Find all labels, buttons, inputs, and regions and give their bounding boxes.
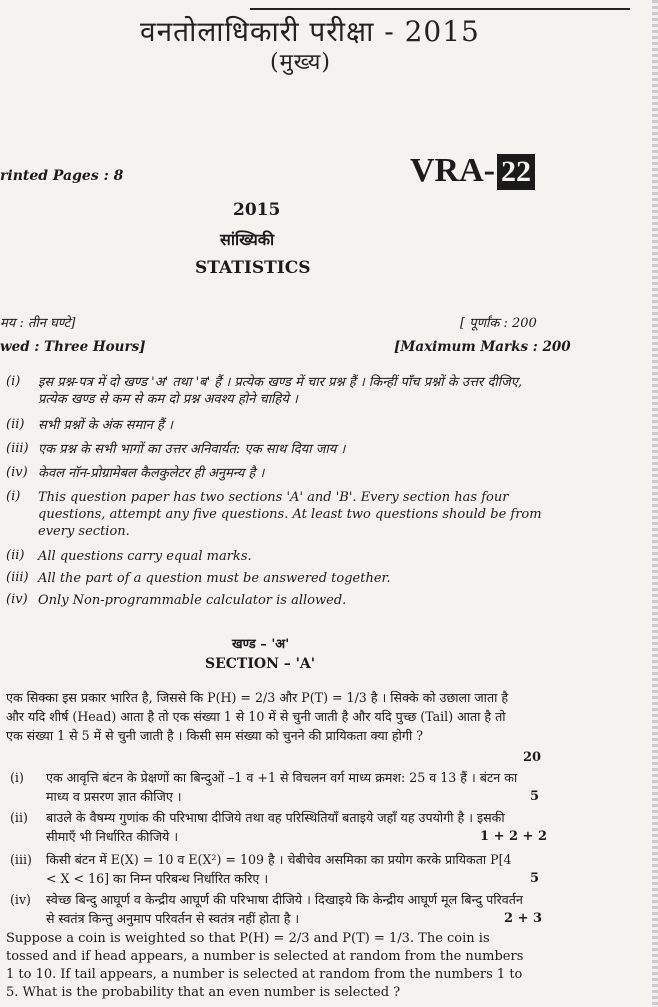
instruction-text: केवल नॉन-प्रोग्रामेबल कैलकुलेटर ही अनुमन्य है ।	[38, 466, 265, 481]
instruction-8	[6, 592, 546, 610]
section-title-hindi: खण्ड – 'अ'	[232, 637, 290, 652]
handwritten-underline	[250, 8, 630, 10]
paper-number: 22	[497, 154, 535, 190]
q1-part-4-text: स्वेच्छ बिन्दु आघूर्ण व केन्द्रीय आघूर्ण की परिभाषा दीजिये । दिखाइये कि केन्द्रीय आघूर्ण मूल बिन्दु परिवर्तन से स्वतंत्र किन्तु अनुमाप परिवर्तन से स्वतंत्र नहीं होता है ।	[46, 892, 523, 926]
time-english: wed : Three Hours]	[0, 339, 146, 355]
instruction-text: This question paper has two sections 'A' and 'B'. Every section has four questions, attempt any five questions. At least two questions should be from every section.	[38, 490, 542, 539]
handwritten-title: वनतोलाधिकारी परीक्षा - 2015	[140, 15, 480, 48]
instruction-number: (i)	[6, 374, 21, 389]
question-1-hindi: एक सिक्का इस प्रकार भारित है, जिससे कि P(H) = 2/3 और P(T) = 1/3 है । सिक्के को उछाला जाता है और यदि शीर्ष (Head) आता है तो एक संख्या 1 से 10 में से चुनी जाती है और यदि पुच्छ (Tail) आता है तो एक संख्या 1 से 5 में से चुनी जाती है । किसी सम संख्या को चुनने की प्रायिकता क्या होगी ?	[6, 690, 509, 743]
instruction-text: All questions carry equal marks.	[38, 549, 252, 564]
instruction-2	[6, 417, 546, 435]
time-hindi: मय : तीन घण्टे]	[0, 316, 76, 331]
instruction-5	[6, 489, 546, 541]
subject-hindi: सांख्यिकी	[220, 230, 275, 249]
instruction-number: (ii)	[6, 417, 25, 432]
instruction-7	[6, 570, 546, 588]
q1-part-4-num: (iv)	[10, 892, 31, 907]
handwritten-subtitle: (मुख्य)	[270, 50, 331, 75]
instruction-text: All the part of a question must be answered together.	[38, 571, 391, 586]
instruction-text: इस प्रश्न-पत्र में दो खण्ड 'अ' तथा 'ब' हैं । प्रत्येक खण्ड में चार प्रश्न हैं । किन्हीं पाँच प्रश्नों के उत्तर दीजिए, प्रत्येक खण्ड से कम से कम दो प्रश्न अवश्य होने चाहिये ।	[38, 375, 523, 407]
paper-code-text: VRA-	[410, 152, 495, 189]
instruction-text: सभी प्रश्नों के अंक समान हैं ।	[38, 418, 173, 433]
q1-part-2-num: (ii)	[10, 810, 28, 825]
paper-code	[410, 152, 535, 190]
instruction-number: (iv)	[6, 592, 28, 607]
instruction-text: Only Non-programmable calculator is allowed.	[38, 593, 347, 608]
q1-part-2-text: बाउले के वैषम्य गुणांक की परिभाषा दीजिये तथा वह परिस्थितियाँ बताइये जहाँ यह उपयोगी है । इसकी सीमाएँ भी निर्धारित कीजिये ।	[46, 810, 505, 844]
max-marks-hindi: [ पूर्णांक : 200	[460, 316, 537, 331]
question-1-english: Suppose a coin is weighted so that P(H) = 2/3 and P(T) = 1/3. The coin is tossed and if head appears, a number is selected at random from the numbers 1 to 10. If tail appears, a number is selected at random from the numbers 1 to 5. What is the probability that an even number is selected ?	[6, 931, 524, 1000]
q1-part-3-marks: 5	[530, 871, 540, 886]
q1-part-1-text: एक आवृत्ति बंटन के प्रेक्षणों का बिन्दुओं –1 व +1 से विचलन वर्ग माध्य क्रमश: 25 व 13 हैं । बंटन का माध्य व प्रसरण ज्ञात कीजिए ।	[46, 770, 518, 804]
instruction-number: (iii)	[6, 441, 29, 456]
q1-part-1-num: (i)	[10, 770, 24, 785]
instruction-number: (iii)	[6, 570, 29, 585]
q1-part-4-marks: 2 + 3	[504, 911, 543, 926]
instruction-4	[6, 465, 546, 483]
subject-english: STATISTICS	[195, 258, 311, 278]
instruction-number: (i)	[6, 489, 21, 504]
q1-part-3-num: (iii)	[10, 852, 32, 867]
q1-part-2-marks: 1 + 2 + 2	[480, 829, 548, 844]
printed-pages: rinted Pages : 8	[0, 168, 124, 184]
section-title-english: SECTION – 'A'	[205, 656, 316, 672]
instruction-number: (ii)	[6, 548, 25, 563]
page-edge	[652, 0, 658, 1007]
instruction-3	[6, 441, 546, 459]
question-1-marks: 20	[523, 750, 542, 765]
instruction-1	[6, 374, 546, 408]
instruction-text: एक प्रश्न के सभी भागों का उत्तर अनिवार्यत: एक साथ दिया जाय ।	[38, 442, 346, 457]
instruction-6	[6, 548, 546, 566]
q1-part-1-marks: 5	[530, 789, 540, 804]
q1-part-3-text: किसी बंटन में E(X) = 10 व E(X²) = 109 है । चेबीचेव असमिका का प्रयोग करके प्रायिकता P[4 < X < 16] का निम्न परिबन्ध निर्धारित करिए ।	[46, 852, 512, 886]
max-marks-english: [Maximum Marks : 200	[394, 339, 571, 355]
instruction-number: (iv)	[6, 465, 28, 480]
exam-year: 2015	[233, 200, 281, 220]
